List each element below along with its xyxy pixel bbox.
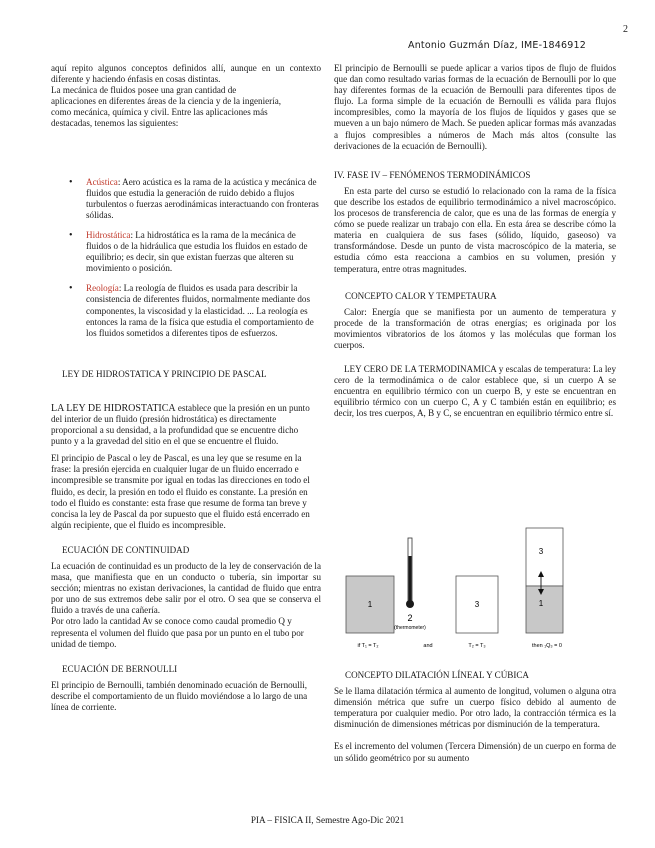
page-footer: PIA – FISICA II, Semestre Ago-Dic 2021: [250, 815, 405, 825]
term-hidrostatica: Hidrostática: [86, 229, 131, 240]
caption-1: if T₁ = T₂: [357, 643, 379, 649]
bernoulli-paragraph-2: El principio de Bernoulli se puede aplicar a varios tipos de flujo de fluidos que dan como resultado varias formas de la ecuación de Bernoulli por lo que hay diferentes formas de la ecuación de Bernoulli para diferentes tipos de flujo. La forma simple de la ecuación de Bernoulli es válida para flujos incompresibles, como la mayoría de los flujos de líquidos y gases que se mueven a un bajo número de Mach. Se pueden aplicar formas más avanzadas a flujos compresibles a números de Mach más altos (consulte las derivaciones de la ecuación de Bernoulli).: [334, 63, 616, 151]
calor-paragraph: Calor: Energía que se manifiesta por un aumento de temperatura y procede de la transformación de otras energías; es originada por los movimientos vibratorios de los átomos y las moléculas que forman los cuerpos.: [334, 306, 616, 350]
thermal-equilibrium-figure: [334, 524, 616, 654]
intro-paragraph-2: La mecánica de fluidos posee una gran cantidad de aplicaciones en diferentes áreas de la ciencia y de la ingeniería, como mecánica, química y civil. Entre las aplicaciones más destacadas, tenemos las siguientes:: [51, 85, 281, 129]
intro-paragraph-1: aquí repito algunos conceptos definidos allí, aunque en un contexto diferente y haciendo énfasis en cosas distintas.: [51, 63, 321, 85]
list-item: [51, 177, 321, 221]
fase-paragraph: En esta parte del curso se estudió lo relacionado con la rama de la física que describe los estados de equilibrio termodinámico a nivel macroscópico. los procesos de transferencia de calor, que es una de las formas de energía y cómo se puede realizar un trabajo con ella. En esta área se describe cómo la materia en cualquiera de sus fases (sólido, líquido, gaseoso) va transformándose. Desde un punto de vista macroscópico de la materia, se estudia cómo esta reacciona a cambios en su volumen, presión y temperatura, entre otras magnitudes.: [334, 185, 616, 274]
right-column: [334, 63, 616, 420]
heading-calor: CONCEPTO CALOR Y TEMPETAURA: [345, 290, 497, 301]
pascal-paragraph: El principio de Pascal o ley de Pascal, es una ley que se resume en la frase: la presión ejercida en cualquier lugar de un fluido encerrado e incompresible se transmite por igual en todas las direcciones en todo el fluido, es decir, la presión en todo el fluido es constante. La presión en todo el fluido es constante: esta frase que resume de forma tan breve y concisa la ley de Pascal da por supuesto que el fluido está encerrado en algún recipiente, que el fluido es incompresible.: [51, 453, 310, 530]
applications-list: [51, 177, 321, 339]
upper-body-label: 3: [538, 547, 544, 556]
ley-cero-text: y escalas de temperatura: La ley cero de la termodinámica o de calor establece que, si un cuerpo A se encuentra en equilibrio térmico con un cuerpo B, y este se encuentran en equilibrio térmico con un cuerpo C, A y C también están en equilibrio; es decir, los tres cuerpos, A, B y C, se encuentran en equilibrio térmico entre sí.: [334, 364, 616, 419]
hidrostatica-lead: LA LEY DE HIDROSTATICA: [51, 402, 176, 414]
caption-3: T₂ = T₃: [468, 643, 486, 649]
page-number: 2: [623, 24, 628, 35]
list-item-text: : Aero acústica es la rama de la acústica y mecánica de fluidos que estudia la generación de ruido debido a flujos turbulentos o fuerzas aerodinámicas interactuando con fronteras sólidas.: [86, 176, 319, 220]
list-item: [51, 230, 321, 274]
list-item-text: : La hidrostática es la rama de la mecánica de fluidos o de la hidráulica que estudia los fluidos en estado de equilibrio; es decir, sin que existan fuerzas que alteren su movimiento o posición.: [86, 229, 308, 274]
thermometer-sublabel: (thermometer): [394, 625, 426, 631]
left-column: [51, 63, 321, 713]
ley-cero-paragraph: [334, 364, 616, 419]
term-reologia: Reología: [86, 283, 119, 294]
body-1-label: 1: [367, 600, 373, 609]
list-item-text: : La reología de fluidos es usada para describir la consistencia de diferentes fluidos, normalmente mediante dos componentes, la viscosidad y la elasticidad. ... La reología es entonces la rama de la física que estudia el comportamiento de los fluidos sometidos a diferentes tipos de esfuerzos.: [86, 283, 314, 338]
heading-bernoulli: ECUACIÓN DE BERNOULLI: [62, 663, 178, 674]
hidrostatica-paragraph: [51, 403, 321, 447]
hidrostatica-text: establece que la presión en un punto del interior de un fluido (presión hidrostática) es directamente proporcional a su densidad, a la profundidad que se encuentre dicho punto y a la gravedad del sitio en el que se encuentre el fluido.: [51, 402, 310, 447]
thermometer-bulb: [406, 600, 414, 608]
heading-continuidad: ECUACIÓN DE CONTINUIDAD: [62, 544, 190, 555]
dilatacion-paragraph-2: Es el incremento del volumen (Tercera Dimensión) de un cuerpo en forma de un sólido geométrico por su aumento: [334, 741, 616, 763]
ley-cero-lead: LEY CERO DE LA TERMODINAMICA: [344, 364, 497, 375]
continuidad-paragraph-1: La ecuación de continuidad es un producto de la ley de conservación de la masa, que manifiesta que en un conducto o tubería, sin importar su sección; mientras no existan derivaciones, la cantidad de fluido que entra por uno de sus extremos debe salir por el otro. O sea que se conserva el fluido a través de una cañería.: [51, 561, 321, 616]
lower-body-label: 1: [538, 599, 544, 608]
heading-pascal: LEY DE HIDROSTATICA Y PRINCIPIO DE PASCAL: [62, 368, 267, 379]
dilatacion-paragraph-1: Se le llama dilatación térmica al aumento de longitud, volumen o alguna otra dimensión métrica que sufre un cuerpo físico debido al aumento de temperatura por cualquier medio. Por otro lado, la contracción térmica es la disminución de dimensiones métricas por disminución de la temperatura.: [334, 686, 616, 730]
bernoulli-paragraph-1: El principio de Bernoulli, también denominado ecuación de Bernoulli, describe el comportamiento de un fluido moviéndose a lo largo de una línea de corriente.: [51, 679, 308, 713]
caption-4: then ₁Q₃ = 0: [532, 643, 562, 649]
heading-dilatacion: CONCEPTO DILATACIÓN LÍNEAL Y CÚBICA: [345, 670, 529, 680]
continuidad-paragraph-2: Por otro lado la cantidad Av se conoce como caudal promedio Q y representa el volumen del fluido que pasa por un punto en el tubo por unidad de tiempo.: [51, 616, 304, 649]
body-1-lower-box: [526, 586, 563, 633]
body-3-upper-box: [526, 528, 563, 586]
author-header: Antonio Guzmán Díaz, IME-1846912: [408, 40, 586, 51]
thermometer-column: [409, 556, 412, 604]
heading-fase-iv: IV. FASE IV – FENÓMENOS TERMODINÁMICOS: [334, 169, 531, 180]
right-column-lower: [334, 670, 616, 764]
caption-2: and: [423, 643, 433, 649]
thermometer-label: 2: [407, 613, 413, 623]
body-3-label: 3: [474, 600, 480, 609]
list-item: [51, 283, 321, 338]
term-acustica: Acústica: [86, 176, 118, 187]
